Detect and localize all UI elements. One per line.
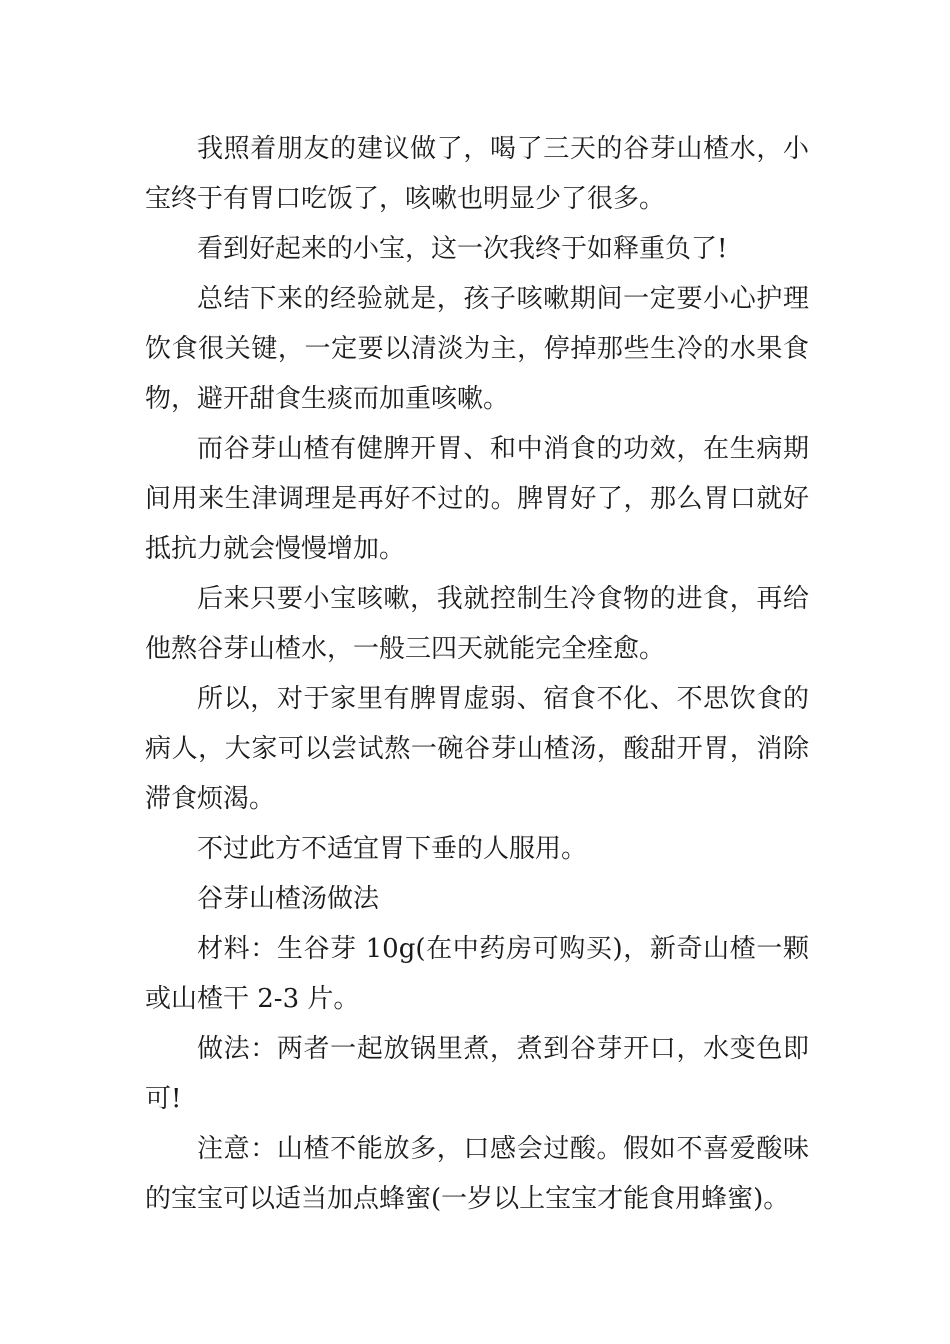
paragraph: 后来只要小宝咳嗽，我就控制生冷食物的进食，再给他熬谷芽山楂水，一般三四天就能完全痊愈。 [145, 584, 809, 664]
paragraph: 所以，对于家里有脾胃虚弱、宿食不化、不思饮食的病人，大家可以尝试熬一碗谷芽山楂汤，酸甜开胃，消除滞食烦渴。 [145, 684, 809, 814]
paragraph: 总结下来的经验就是，孩子咳嗽期间一定要小心护理饮食很关键，一定要以清淡为主，停掉那些生冷的水果食物，避开甜食生痰而加重咳嗽。 [145, 284, 809, 414]
paragraph: 我照着朋友的建议做了，喝了三天的谷芽山楂水，小宝终于有胃口吃饭了，咳嗽也明显少了很多。 [145, 134, 809, 214]
paragraph: 看到好起来的小宝，这一次我终于如释重负了! [197, 234, 728, 264]
document-body [145, 124, 809, 1224]
recipe-ingredients: 材料：生谷芽 10g(在中药房可购买)，新奇山楂一颗或山楂干 2-3 片。 [145, 934, 809, 1014]
recipe-note: 注意：山楂不能放多，口感会过酸。假如不喜爱酸味的宝宝可以适当加点蜂蜜(一岁以上宝宝才能食用蜂蜜)。 [145, 1134, 809, 1214]
recipe-method: 做法：两者一起放锅里煮，煮到谷芽开口，水变色即可! [145, 1034, 809, 1114]
recipe-heading: 谷芽山楂汤做法 [197, 884, 380, 914]
paragraph: 不过此方不适宜胃下垂的人服用。 [197, 834, 588, 864]
paragraph: 而谷芽山楂有健脾开胃、和中消食的功效，在生病期间用来生津调理是再好不过的。脾胃好了，那么胃口就好抵抗力就会慢慢增加。 [145, 434, 809, 564]
